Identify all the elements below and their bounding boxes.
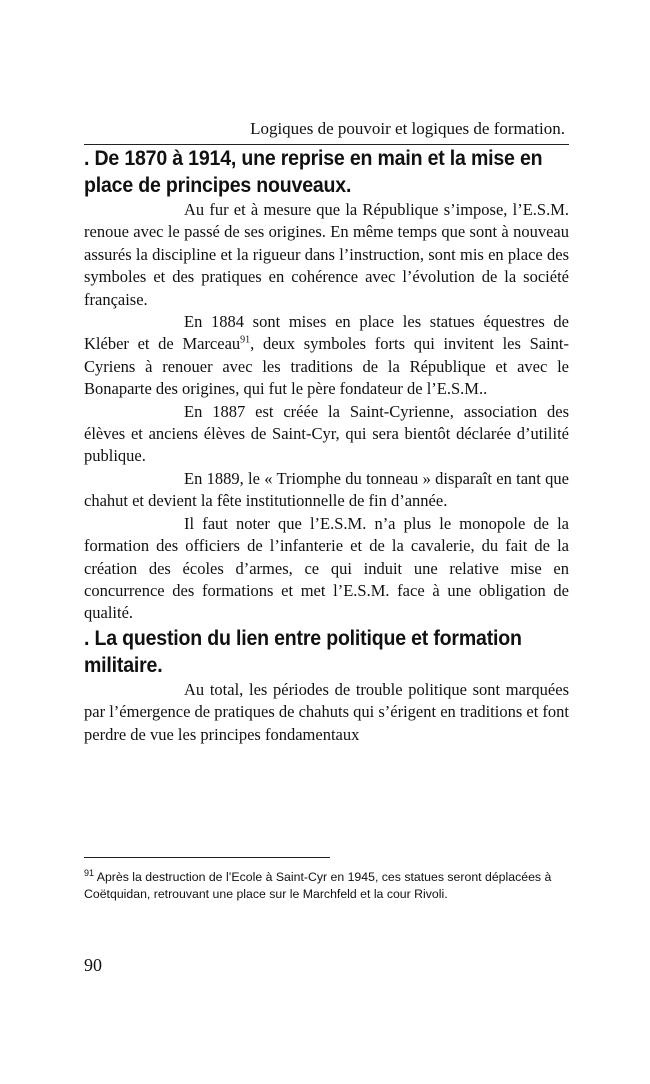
paragraph: Il faut noter que l’E.S.M. n’a plus le monopole de la formation des officiers de l’infanterie et de la cavalerie, du fait de la création des écoles d’armes, ce qui induit une relative mise en concurrence des formations et met l’E.S.M. face à une obligation de qualité. bbox=[84, 513, 569, 623]
running-header: Logiques de pouvoir et logiques de formation. bbox=[250, 119, 565, 138]
paragraph-text: En 1884 sont mises en place les statues équestres de Kléber et de Marceau bbox=[84, 312, 569, 354]
paragraph: En 1887 est créée la Saint-Cyrienne, association des élèves et anciens élèves de Saint-Cyr, qui sera bientôt déclarée d’utilité publique. bbox=[84, 401, 569, 466]
paragraph: En 1889, le « Triomphe du tonneau » disparaît en tant que chahut et devient la fête institutionnelle de fin d’année. bbox=[84, 468, 569, 511]
paragraph: Au fur et à mesure que la République s’impose, l’E.S.M. renoue avec le passé de ses origines. En même temps que sont à nouveau assurés la discipline et la rigueur dans l’instruction, sont mis en place des symboles et des pratiques en cohérence avec l’évolution de la société française. bbox=[84, 200, 569, 309]
paragraph-text: , deux symboles forts qui invitent les Saint-Cyriens à renouer avec les traditions de la République et avec le Bonaparte des origines, qui fut le père fondateur de l’E.S.M.. bbox=[84, 334, 569, 399]
section-heading-politique-formation: . La question du lien entre politique et formation militaire. bbox=[84, 626, 522, 677]
page-number: 90 bbox=[84, 955, 102, 975]
footnote-reference: 91 bbox=[240, 334, 251, 346]
footnote-rule bbox=[84, 857, 330, 858]
footnote-number: 91 bbox=[84, 867, 95, 878]
page-body bbox=[84, 118, 569, 746]
paragraph: Au total, les périodes de trouble politique sont marquées par l’émergence de pratiques de chahuts qui s’érigent en traditions et font perdre de vue les principes fondamentaux bbox=[84, 679, 569, 744]
paragraph-with-note bbox=[84, 311, 569, 401]
footnote-text: Après la destruction de l’Ecole à Saint-Cyr en 1945, ces statues seront déplacées à Coëtquidan, retrouvant une place sur le Marchfeld et la cour Rivoli. bbox=[84, 870, 552, 901]
footnote bbox=[84, 869, 572, 903]
section-heading-1870-1914: . De 1870 à 1914, une reprise en main et la mise en place de principes nouveaux. bbox=[84, 147, 543, 197]
